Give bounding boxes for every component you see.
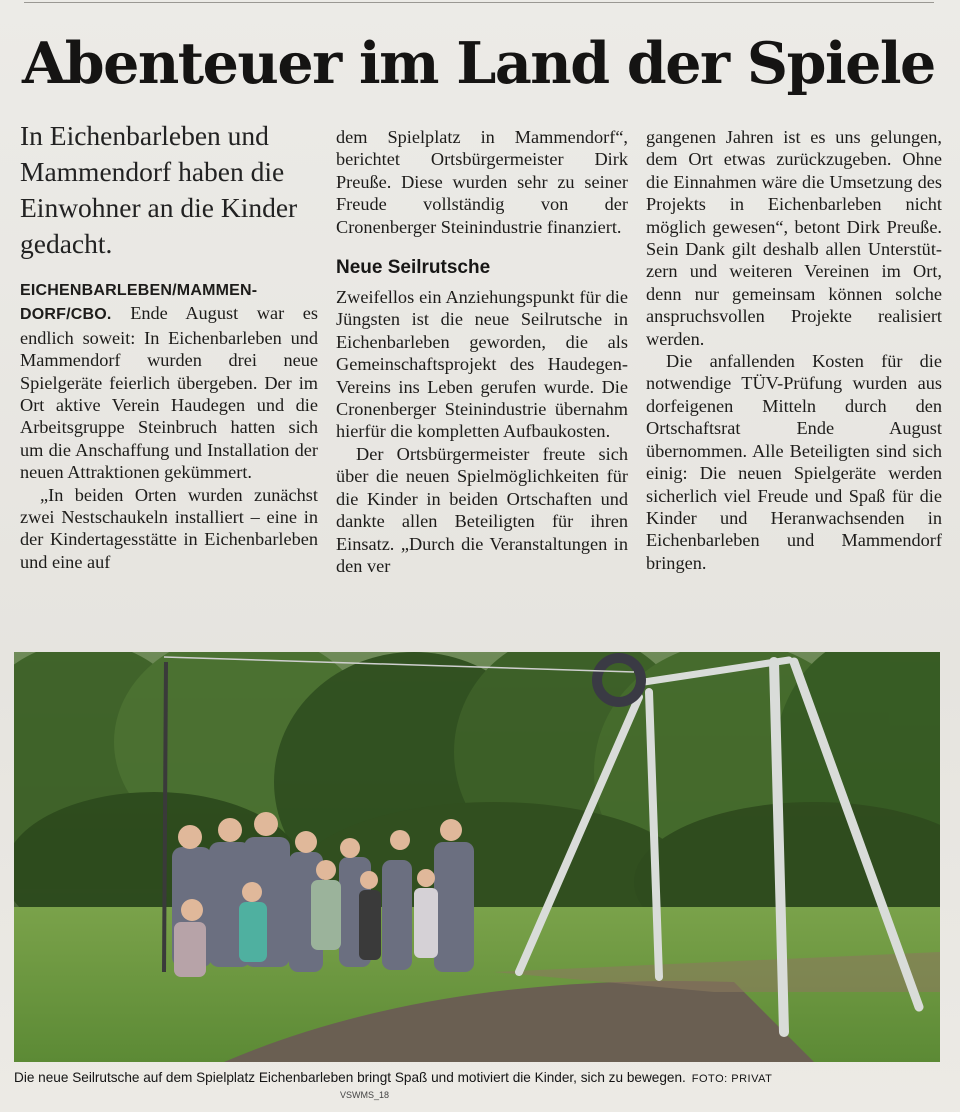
top-rule [24,2,934,3]
paragraph: „In beiden Orten wurden zunächst zwei Nestschaukeln installiert – eine in der Kindertagesstätte in Eichenbarleben und eine auf [20,484,318,572]
zipline-group-photo [14,652,940,1062]
text-column-3 [646,126,942,574]
article-headline: Abenteuer im Land der Spiele [22,30,935,97]
article-photo [14,652,940,1062]
paragraph-text: Ende August war es endlich soweit: In Eichenbarleben und Mammendorf wurden drei neue Spielgeräte feierlich übergeben. Der im Ort aktive Verein Haudegen und die Arbeitsgruppe Steinbruch hatten sich um die Anschaffung und Installation der neuen Attraktionen gekümmert. [20,303,318,483]
paragraph: Der Ortsbürgermeister freute sich über die neuen Spielmöglichkeiten für die Kinder in beiden Ortschaften und dankte allen Beteiligten für ihren Einsatz. „Durch die Veranstaltungen in den ver [336,443,628,576]
dateline: EICHENBARLEBEN/MAMMENDORF/CBO. [20,282,258,324]
article-subheadline: In Eichenbarleben und Mammendorf haben die Einwohner an die Kinder gedacht. [20,120,298,259]
paragraph: Die anfallenden Kosten für die notwendige TÜV-Prüfung wurden aus dorfeigenen Mitteln durch den Ortschaftsrat Ende August übernommen. Alle Beteiligten sind sich einig: Die neuen Spielgeräte werden sicherlich viel Freude und Spaß für die Kinder und Heranwachsenden in Eichenbarleben und Mammendorf bringen. [646,351,942,573]
paragraph [20,278,318,484]
crosshead: Neue Seilrutsche [336,257,491,279]
page-code: VSWMS_18 [340,1090,390,1100]
paragraph: gangenen Jahren ist es uns gelungen, dem Ort etwas zurückzugeben. Ohne die Einnahmen wäre die Umsetzung des Projekts in Eichenbarleben nicht möglich gewesen“, betont Dirk Preuße. Sein Dank gilt deshalb allen Unterstützern und weiteren Vereinen im Ort, denn nur gemeinsam können solche anspruchsvollen Projekte realisiert werden. [646,127,942,349]
text-column-1 [20,118,318,573]
caption-text: Die neue Seilrutsche auf dem Spielplatz Eichenbarleben bringt Spaß und motiviert die Kinder, sich zu bewegen. [14,1070,686,1085]
paragraph: Zweifellos ein Anziehungspunkt für die Jüngsten ist die neue Seilrutsche in Eichenbarleben geworden, die als Gemeinschaftsprojekt des Haudegen-Vereins ins Leben gerufen wurde. Die Cronenberger Steinindustrie übernahm hierfür die kompletten Aufbaukosten. [336,287,628,442]
text-column-2 [336,126,628,577]
paragraph: dem Spielplatz in Mammendorf“, berichtet Ortsbürgermeister Dirk Preuße. Diese wurden sehr zu seiner Freude vollständig von der Cronenberger Steinindustrie finanziert. [336,127,628,237]
photo-credit: FOTO: PRIVAT [691,1073,773,1085]
photo-caption [14,1070,944,1085]
